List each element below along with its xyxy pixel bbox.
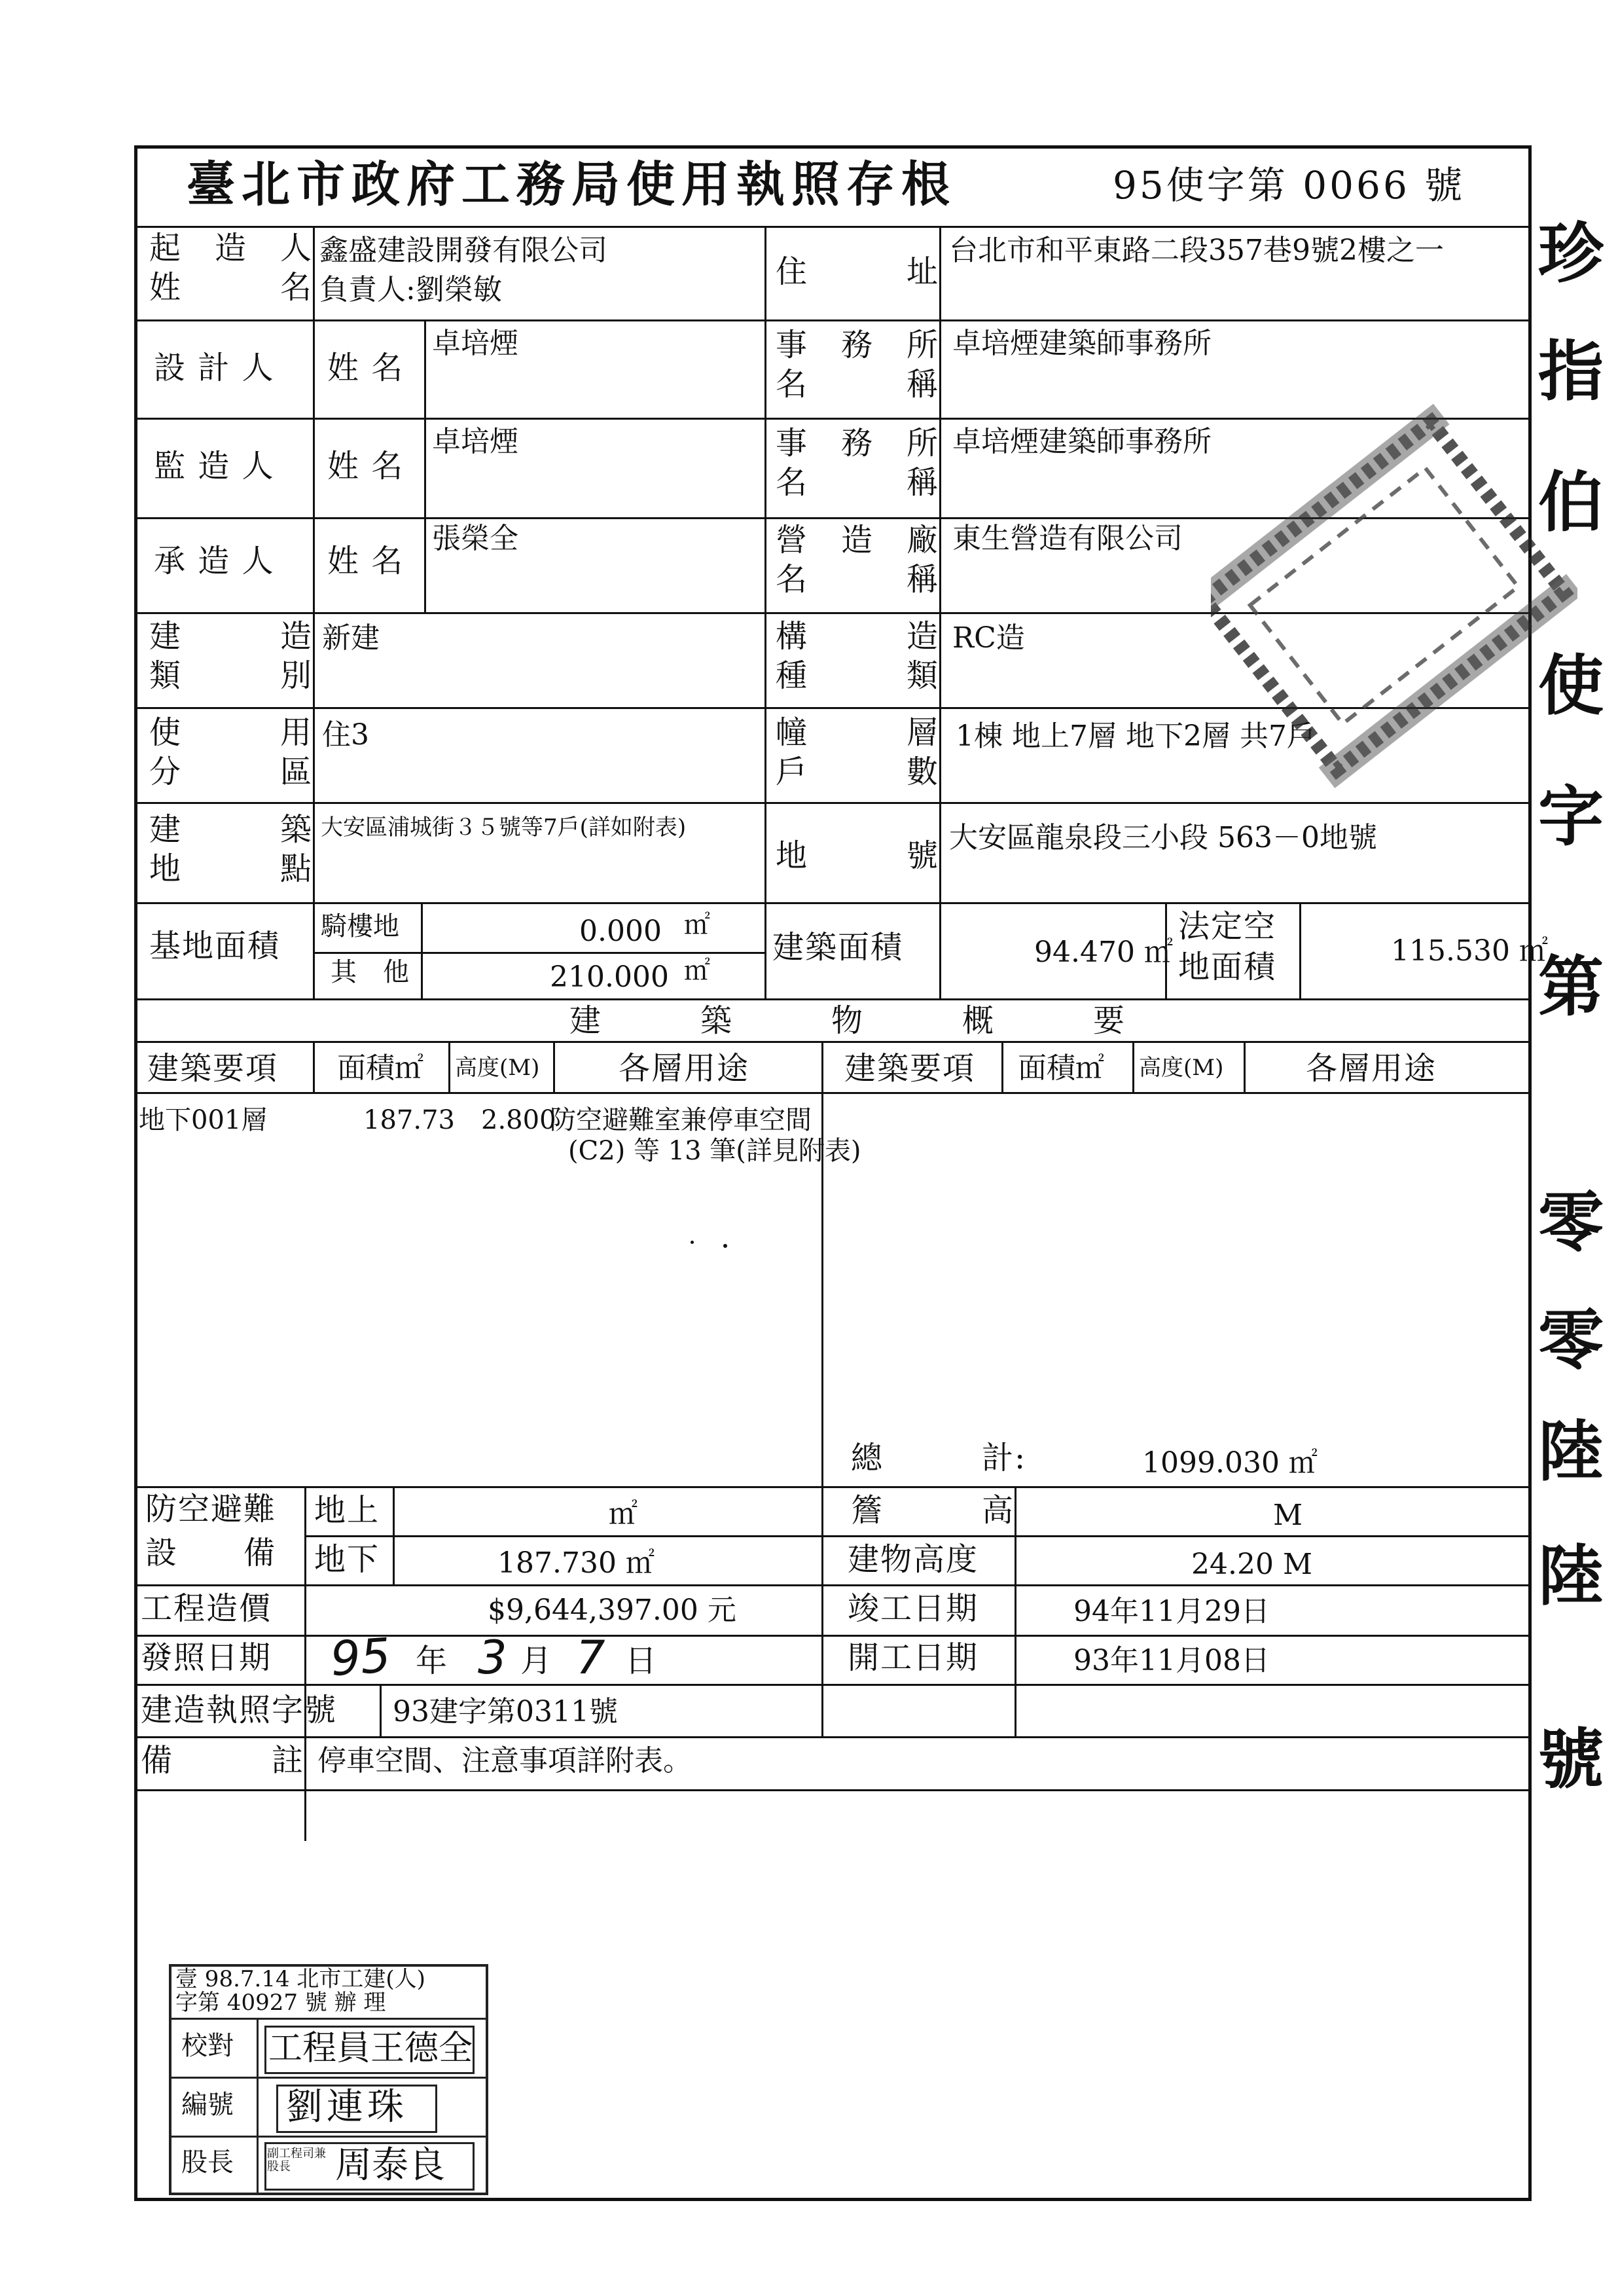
col-use-right: 各層用途 bbox=[1306, 1050, 1437, 1087]
total-area: 1099.030 ㎡ bbox=[1142, 1446, 1318, 1480]
label-eaves: 簷 高 bbox=[851, 1492, 1015, 1529]
floors-units: 1棟 地上7層 地下2層 共7戶 bbox=[956, 720, 1316, 753]
stamp-engineer: 工程員王德全 bbox=[268, 2029, 473, 2068]
label-total: 總 計: bbox=[851, 1440, 1027, 1476]
location: 大安區浦城街３５號等7戶(詳如附表) bbox=[321, 814, 687, 841]
contractor-firm: 東生營造有限公司 bbox=[952, 522, 1183, 555]
col-item-right: 建築要項 bbox=[844, 1050, 976, 1087]
arcade-area: 0.000 bbox=[579, 915, 662, 948]
stamp-chief-title: 副工程司兼股長 bbox=[267, 2147, 326, 2174]
side-stamp-char: 珍 bbox=[1538, 215, 1604, 292]
label-structure-2: 種 類 bbox=[776, 657, 940, 694]
shelter-above-area: ㎡ bbox=[609, 1497, 638, 1531]
stamp-numberer: 劉連珠 bbox=[286, 2086, 408, 2128]
label-contractor: 承 造 人 bbox=[154, 543, 275, 579]
label-zoning-1: 使 用 bbox=[149, 714, 314, 751]
col-use-left: 各層用途 bbox=[619, 1050, 750, 1087]
label-designer: 設 計 人 bbox=[154, 350, 275, 386]
label-open-space-2: 地面積 bbox=[1178, 949, 1277, 985]
col-height-right: 高度(M) bbox=[1139, 1055, 1224, 1081]
label-building-area: 建築面積 bbox=[772, 929, 904, 966]
label-designer-office-1: 事 務 所 bbox=[776, 327, 940, 363]
label-completion: 竣工日期 bbox=[848, 1590, 979, 1627]
table-row-item: 地下001層 bbox=[139, 1105, 268, 1135]
label-building-height: 建物高度 bbox=[848, 1541, 979, 1578]
label-contractor-firm-2: 名 稱 bbox=[776, 561, 940, 598]
label-cost: 工程造價 bbox=[141, 1590, 272, 1627]
label-shelter-below: 地下 bbox=[314, 1541, 380, 1578]
approval-stamp bbox=[169, 1964, 488, 2195]
label-builder: 起 造 人 bbox=[149, 230, 314, 266]
building-area: 94.470 ㎡ bbox=[1034, 936, 1173, 969]
label-build-type-1: 建 造 bbox=[149, 618, 314, 655]
structure-type: RC造 bbox=[952, 621, 1025, 655]
label-location-1: 建 築 bbox=[149, 811, 314, 848]
zoning: 住3 bbox=[322, 718, 369, 752]
label-floors-2: 戶 數 bbox=[776, 754, 940, 790]
supervisor-office: 卓培煙建築師事務所 bbox=[952, 425, 1212, 458]
other-unit: ㎡ bbox=[684, 956, 710, 986]
builder-representative: 負責人:劉榮敏 bbox=[319, 273, 502, 306]
side-stamp-char: 指 bbox=[1538, 333, 1604, 410]
label-open-space-1: 法定空 bbox=[1178, 908, 1277, 945]
side-stamp-char: 陸 bbox=[1538, 1537, 1604, 1614]
other-area: 210.000 bbox=[550, 960, 669, 994]
side-stamp-char: 零 bbox=[1538, 1302, 1604, 1379]
designer-name: 卓培煙 bbox=[432, 327, 518, 360]
label-floors-1: 幢 層 bbox=[776, 714, 940, 751]
label-lot: 地 號 bbox=[776, 837, 940, 874]
table-row-area: 187.73 bbox=[363, 1105, 455, 1135]
label-zoning-2: 分 區 bbox=[149, 754, 314, 790]
side-stamp-char: 使 bbox=[1538, 647, 1604, 724]
label-designer-office-2: 名 稱 bbox=[776, 366, 940, 403]
supervisor-name: 卓培煙 bbox=[432, 425, 518, 458]
stamp-line-2: 字第 40927 號 辦 理 bbox=[175, 1990, 386, 2016]
stamp-chief-name: 周泰良 bbox=[335, 2144, 445, 2187]
label-shelter-1: 防空避難 bbox=[145, 1491, 277, 1527]
arcade-unit: ㎡ bbox=[684, 910, 710, 940]
col-item-left: 建築要項 bbox=[147, 1050, 279, 1087]
issue-day-label: 日 bbox=[625, 1643, 658, 1679]
side-stamp-char: 號 bbox=[1538, 1721, 1604, 1798]
col-height-left: 高度(M) bbox=[455, 1055, 540, 1081]
designer-office: 卓培煙建築師事務所 bbox=[952, 327, 1212, 360]
label-remarks: 備 註 bbox=[141, 1742, 305, 1779]
build-type: 新建 bbox=[322, 621, 380, 655]
label-supervisor-office-2: 名 稱 bbox=[776, 464, 940, 501]
label-address: 住 址 bbox=[776, 253, 940, 290]
remarks: 停車空間、注意事項詳附表。 bbox=[317, 1744, 692, 1777]
construction-cost: $9,644,397.00 元 bbox=[488, 1594, 736, 1627]
issue-month-handwritten: 3 bbox=[478, 1631, 507, 1685]
lot-number: 大安區龍泉段三小段 563－0地號 bbox=[949, 821, 1377, 854]
label-issue-date: 發照日期 bbox=[141, 1639, 272, 1676]
start-date: 93年11月08日 bbox=[1073, 1644, 1270, 1677]
license-number: 95使字第 0066 號 bbox=[1113, 163, 1465, 208]
stamp-number-label: 編號 bbox=[181, 2090, 234, 2120]
col-area-right: 面積㎡ bbox=[1018, 1051, 1104, 1085]
label-arcade: 騎樓地 bbox=[321, 911, 399, 941]
label-location-2: 地 點 bbox=[149, 850, 314, 887]
table-row-height: 2.800 bbox=[481, 1105, 556, 1135]
contractor-name: 張榮全 bbox=[432, 522, 518, 555]
side-stamp-char: 伯 bbox=[1538, 464, 1604, 541]
label-start-date: 開工日期 bbox=[848, 1639, 979, 1676]
eaves-height: M bbox=[1273, 1499, 1303, 1532]
issue-year-label: 年 bbox=[416, 1643, 449, 1679]
side-stamp-char: 第 bbox=[1538, 948, 1604, 1025]
label-build-type-2: 類 別 bbox=[149, 657, 314, 694]
issue-day-handwritten: 7 bbox=[576, 1631, 605, 1685]
label-structure-1: 構 造 bbox=[776, 618, 940, 655]
issue-year-handwritten: 95 bbox=[329, 1627, 393, 1687]
diagonal-stamp-smudge bbox=[1211, 314, 1577, 903]
label-shelter-above: 地上 bbox=[314, 1492, 380, 1529]
label-designer-name: 姓 名 bbox=[327, 350, 404, 386]
col-area-left: 面積㎡ bbox=[337, 1051, 423, 1085]
overview-heading: 建 築 物 概 要 bbox=[569, 1002, 1126, 1039]
side-stamp-char: 陸 bbox=[1538, 1413, 1604, 1490]
side-stamp-char: 零 bbox=[1538, 1184, 1604, 1261]
label-permit-number: 建造執照字號 bbox=[141, 1692, 338, 1728]
label-supervisor-office-1: 事 務 所 bbox=[776, 425, 940, 462]
label-shelter-2: 設 備 bbox=[145, 1535, 277, 1571]
builder-address: 台北市和平東路二段357巷9號2樓之一 bbox=[949, 234, 1444, 267]
table-row-use: 防空避難室兼停車空間 bbox=[550, 1105, 812, 1135]
issue-month-label: 月 bbox=[520, 1643, 554, 1679]
shelter-below-area: 187.730 ㎡ bbox=[497, 1546, 655, 1580]
building-height: 24.20 M bbox=[1191, 1548, 1313, 1581]
completion-date: 94年11月29日 bbox=[1073, 1595, 1270, 1628]
open-space-area: 115.530 ㎡ bbox=[1391, 934, 1548, 968]
label-supervisor-name: 姓 名 bbox=[327, 448, 404, 484]
stamp-check-label: 校對 bbox=[181, 2031, 234, 2061]
label-supervisor: 監 造 人 bbox=[154, 448, 275, 484]
label-builder-name: 姓 名 bbox=[149, 269, 314, 306]
builder-company: 鑫盛建設開發有限公司 bbox=[319, 234, 607, 267]
table-row-use-note: (C2) 等 13 筆(詳見附表) bbox=[568, 1136, 861, 1166]
side-stamp-char: 字 bbox=[1538, 778, 1604, 855]
label-site-area: 基地面積 bbox=[149, 928, 281, 964]
label-contractor-name: 姓 名 bbox=[327, 543, 404, 579]
label-other: 其 他 bbox=[331, 957, 409, 987]
stamp-chief-label: 股長 bbox=[181, 2147, 234, 2178]
document-title: 臺北市政府工務局使用執照存根 bbox=[187, 156, 956, 213]
label-contractor-firm-1: 營 造 廠 bbox=[776, 522, 940, 558]
permit-number: 93建字第0311號 bbox=[393, 1695, 618, 1728]
stamp-line-1: 壹 98.7.14 北市工建(人) bbox=[175, 1966, 425, 1992]
